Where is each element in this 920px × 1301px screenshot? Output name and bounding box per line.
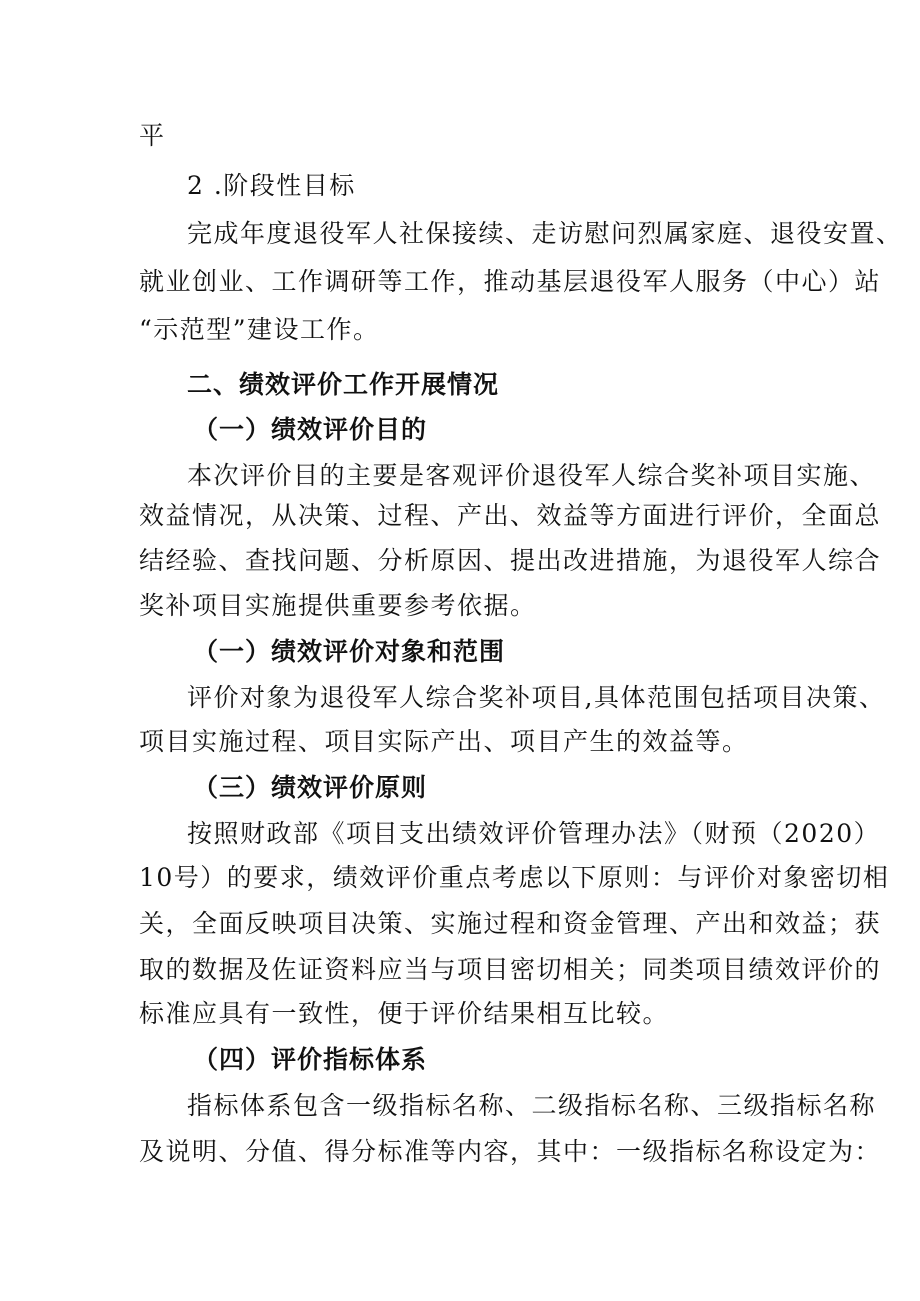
- paragraph-line: 结经验、查找问题、分析原因、提出改进措施，为退役军人综合: [139, 546, 882, 575]
- paragraph-line: 完成年度退役军人社保接续、走访慰问烈属家庭、退役安置、: [187, 219, 903, 248]
- paragraph-line: 按照财政部《项目支出绩效评价管理办法》（财预（2020）: [187, 819, 881, 848]
- paragraph-line: 就业创业、工作调研等工作，推动基层退役军人服务（中心）站: [139, 267, 882, 296]
- paragraph-line: 本次评价目的主要是客观评价退役军人综合奖补项目实施、: [187, 461, 877, 490]
- paragraph-line: 标准应具有一致性，便于评价结果相互比较。: [139, 999, 670, 1028]
- paragraph-line: 评价对象为退役军人综合奖补项目,具体范围包括项目决策、: [187, 683, 886, 712]
- paragraph-line: 项目实施过程、项目实际产出、项目产生的效益等。: [139, 727, 749, 756]
- paragraph-line: 取的数据及佐证资料应当与项目密切相关；同类项目绩效评价的: [139, 955, 882, 984]
- subsection-heading-scope: （一）绩效评价对象和范围: [193, 637, 506, 666]
- section-heading-2: 二、绩效评价工作开展情况: [187, 370, 500, 399]
- continued-text-line: 平: [139, 121, 166, 150]
- paragraph-line: 指标体系包含一级指标名称、二级指标名称、三级指标名称: [187, 1091, 877, 1120]
- paragraph-line: 效益情况，从决策、过程、产出、效益等方面进行评价，全面总: [139, 501, 882, 530]
- paragraph-line: 关，全面反映项目决策、实施过程和资金管理、产出和效益；获: [139, 909, 882, 938]
- paragraph-line: “示范型”建设工作。: [139, 315, 380, 344]
- paragraph-line: 及说明、分值、得分标准等内容，其中：一级指标名称设定为：: [139, 1137, 882, 1166]
- subsection-heading-principles: （三）绩效评价原则: [193, 773, 428, 802]
- paragraph-line: 奖补项目实施提供重要参考依据。: [139, 591, 537, 620]
- subsection-heading-stage-goals: 2 .阶段性目标: [187, 171, 356, 200]
- paragraph-line: 10号）的要求，绩效评价重点考虑以下原则：与评价对象密切相: [139, 863, 890, 892]
- subsection-heading-indicator-system: （四）评价指标体系: [193, 1045, 428, 1074]
- subsection-heading-purpose: （一）绩效评价目的: [193, 415, 428, 444]
